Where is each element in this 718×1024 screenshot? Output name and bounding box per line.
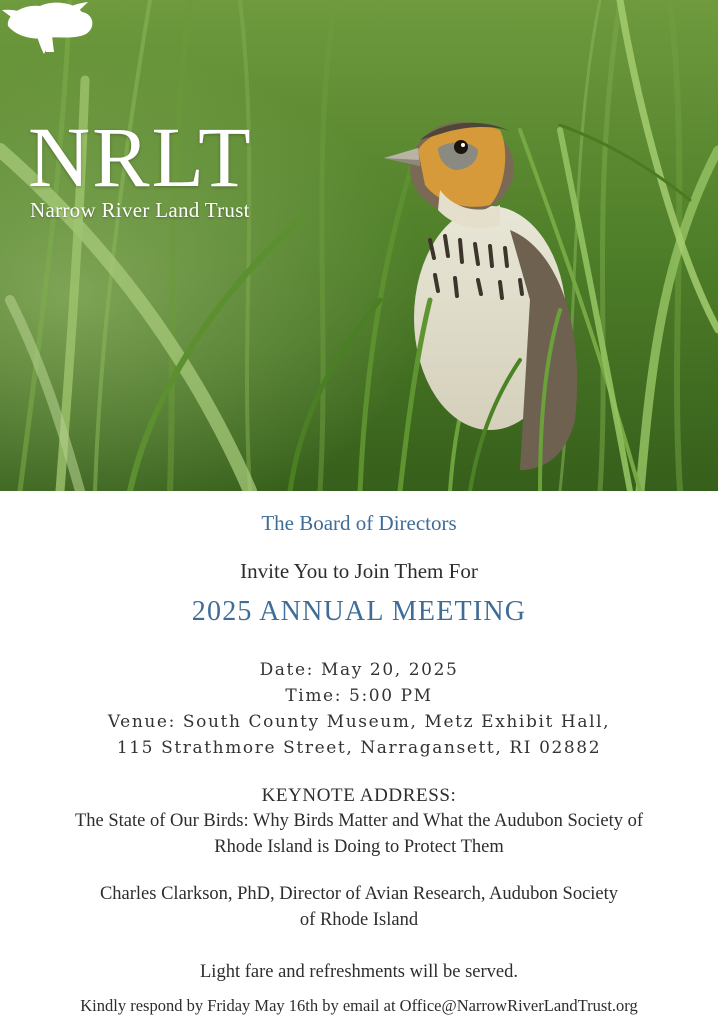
board-heading: The Board of Directors (261, 511, 457, 535)
logo-org-name: Narrow River Land Trust (30, 198, 250, 222)
speaker-line-2: of Rhode Island (299, 910, 419, 930)
tree-icon (0, 0, 96, 52)
hero-photo (0, 0, 718, 491)
grass-background (0, 0, 718, 491)
keynote-title-line-1: The State of Our Birds: Why Birds Matter and What the Audubon Society of (74, 811, 644, 831)
speaker-line-1: Charles Clarkson, PhD, Director of Avian Research, Audubon Society (99, 884, 619, 904)
invitation-text (0, 491, 718, 1024)
logo-wordmark: NRLT (28, 109, 253, 205)
rsvp-line: Kindly respond by Friday May 16th by email at Office@NarrowRiverLandTrust.org (80, 996, 638, 1015)
invite-line: Invite You to Join Them For (240, 559, 478, 583)
event-address: 115 Strathmore Street, Narragansett, RI 02882 (116, 738, 602, 758)
event-venue: Venue: South County Museum, Metz Exhibit Hall, (107, 712, 611, 732)
refreshments-note: Light fare and refreshments will be served. (200, 962, 518, 982)
keynote-heading: KEYNOTE ADDRESS: (261, 785, 457, 806)
event-date: Date: May 20, 2025 (259, 660, 459, 680)
meeting-title: 2025 ANNUAL MEETING (191, 596, 527, 627)
event-time: Time: 5:00 PM (285, 686, 433, 706)
keynote-title-line-2: Rhode Island is Doing to Protect Them (214, 837, 504, 857)
